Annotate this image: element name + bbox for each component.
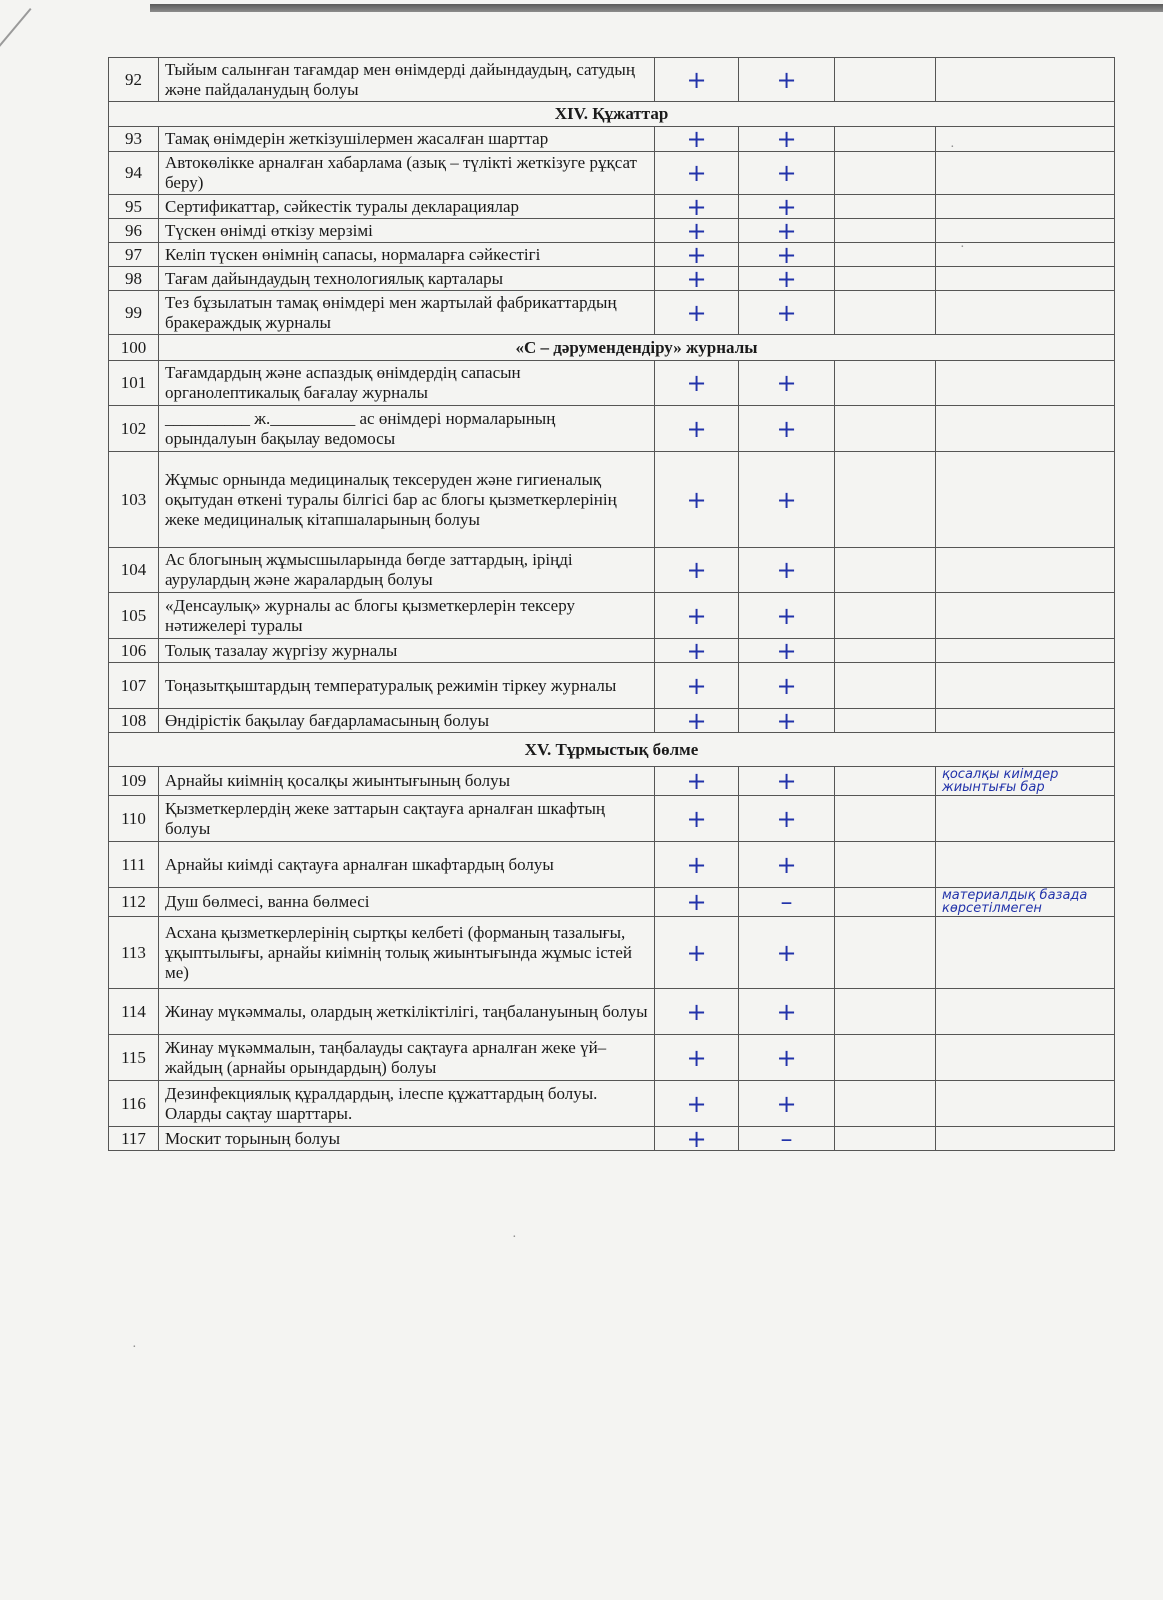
table-row (109, 195, 1115, 219)
section-title: «С – дәрумендендіру» журналы (159, 335, 1115, 361)
row-number: 116 (109, 1081, 159, 1127)
row-number: 108 (109, 709, 159, 733)
mark-column-2: + (739, 989, 835, 1035)
checklist-table (108, 57, 1115, 1151)
row-number: 96 (109, 219, 159, 243)
handwritten-note: материалдық базада көрсетілмеген (936, 888, 1115, 917)
scan-fold-line (0, 8, 32, 136)
mark-column-2: + (739, 195, 835, 219)
section-title: XV. Тұрмыстық бөлме (109, 733, 1115, 767)
empty-cell (835, 796, 936, 842)
mark-column-2: + (739, 639, 835, 663)
table-row (109, 219, 1115, 243)
criterion-text: Дезинфекциялық құралдардың, ілеспе құжаттардың болуы. Оларды сақтау шарттары. (159, 1081, 655, 1127)
criterion-text: Түскен өнімді өткізу мерзімі (159, 219, 655, 243)
mark-column-1: + (655, 639, 739, 663)
mark-column-2: + (739, 267, 835, 291)
scan-speck: · (512, 1230, 517, 1245)
mark-column-1: + (655, 406, 739, 452)
mark-column-2: + (739, 842, 835, 888)
criterion-text: Асхана қызметкерлерінің сыртқы келбеті (форманың тазалығы, ұқыптылығы, арнайы киімнің толық жиынтығында жұмыс істей ме) (159, 917, 655, 989)
mark-column-1: + (655, 219, 739, 243)
empty-cell (835, 127, 936, 152)
criterion-text: Келіп түскен өнімнің сапасы, нормаларға сәйкестігі (159, 243, 655, 267)
table-row (109, 1127, 1115, 1151)
criterion-text: Толық тазалау жүргізу журналы (159, 639, 655, 663)
handwritten-note (936, 58, 1115, 102)
section-row (109, 733, 1115, 767)
criterion-text: Душ бөлмесі, ванна бөлмесі (159, 888, 655, 917)
mark-column-1: + (655, 243, 739, 267)
table-row (109, 127, 1115, 152)
empty-cell (835, 58, 936, 102)
table-row (109, 548, 1115, 593)
empty-cell (835, 593, 936, 639)
row-number: 107 (109, 663, 159, 709)
mark-column-1: + (655, 195, 739, 219)
row-number: 92 (109, 58, 159, 102)
criterion-text: Тыйым салынған тағамдар мен өнімдерді дайындаудың, сатудың және пайдаланудың болуы (159, 58, 655, 102)
criterion-text: Арнайы киімнің қосалқы жиынтығының болуы (159, 767, 655, 796)
empty-cell (835, 989, 936, 1035)
mark-column-1: + (655, 917, 739, 989)
criterion-text: Тез бұзылатын тамақ өнімдері мен жартылай фабрикаттардың бракераждық журналы (159, 291, 655, 335)
mark-column-1: + (655, 663, 739, 709)
handwritten-note (936, 989, 1115, 1035)
criterion-text: Жинау мүкәммалы, олардың жеткіліктілігі, таңбалануының болуы (159, 989, 655, 1035)
handwritten-note (936, 796, 1115, 842)
handwritten-note (936, 452, 1115, 548)
table-row (109, 152, 1115, 195)
table-row (109, 989, 1115, 1035)
row-number: 113 (109, 917, 159, 989)
table-row (109, 796, 1115, 842)
handwritten-note (936, 1127, 1115, 1151)
criterion-text: Автокөлікке арналған хабарлама (азық – түлікті жеткізуге рұқсат беру) (159, 152, 655, 195)
row-number: 94 (109, 152, 159, 195)
handwritten-note (936, 593, 1115, 639)
handwritten-note (936, 917, 1115, 989)
empty-cell (835, 767, 936, 796)
mark-column-2: + (739, 152, 835, 195)
criterion-text: «Денсаулық» журналы ас блогы қызметкерлерін тексеру нәтижелері туралы (159, 593, 655, 639)
handwritten-note (936, 548, 1115, 593)
row-number: 102 (109, 406, 159, 452)
empty-cell (835, 639, 936, 663)
handwritten-note (936, 291, 1115, 335)
criterion-text: Арнайы киімді сақтауға арналған шкафтардың болуы (159, 842, 655, 888)
table-row (109, 406, 1115, 452)
table-row (109, 1035, 1115, 1081)
mark-column-2: + (739, 593, 835, 639)
row-number: 98 (109, 267, 159, 291)
table-row (109, 1081, 1115, 1127)
mark-column-2: + (739, 709, 835, 733)
mark-column-2: + (739, 917, 835, 989)
handwritten-note (936, 219, 1115, 243)
mark-column-2: + (739, 1081, 835, 1127)
mark-column-1: + (655, 842, 739, 888)
criterion-text: Тағам дайындаудың технологиялық карталары (159, 267, 655, 291)
mark-column-2: + (739, 663, 835, 709)
row-number: 110 (109, 796, 159, 842)
section-row (109, 335, 1115, 361)
table-row (109, 709, 1115, 733)
empty-cell (835, 219, 936, 243)
mark-column-1: + (655, 1127, 739, 1151)
empty-cell (835, 1081, 936, 1127)
handwritten-note (936, 361, 1115, 406)
table-row (109, 291, 1115, 335)
empty-cell (835, 195, 936, 219)
empty-cell (835, 452, 936, 548)
empty-cell (835, 917, 936, 989)
criterion-text: Ас блогының жұмысшыларында бөгде заттардың, іріңді аурулардың және жаралардың болуы (159, 548, 655, 593)
criterion-text: Қызметкерлердің жеке заттарын сақтауға арналған шкафтың болуы (159, 796, 655, 842)
empty-cell (835, 1035, 936, 1081)
handwritten-note (936, 152, 1115, 195)
empty-cell (835, 1127, 936, 1151)
criterion-text: Тамақ өнімдерін жеткізушілермен жасалған шарттар (159, 127, 655, 152)
mark-column-2: + (739, 361, 835, 406)
mark-column-1: + (655, 452, 739, 548)
handwritten-note (936, 127, 1115, 152)
table-row (109, 917, 1115, 989)
row-number: 93 (109, 127, 159, 152)
mark-column-2: + (739, 291, 835, 335)
empty-cell (835, 663, 936, 709)
handwritten-note (936, 267, 1115, 291)
row-number: 115 (109, 1035, 159, 1081)
row-number: 103 (109, 452, 159, 548)
empty-cell (835, 548, 936, 593)
criterion-text: Тоңазытқыштардың температуралық режимін тіркеу журналы (159, 663, 655, 709)
table-row (109, 593, 1115, 639)
empty-cell (835, 152, 936, 195)
mark-column-2: + (739, 127, 835, 152)
criterion-text: Өндірістік бақылау бағдарламасының болуы (159, 709, 655, 733)
criterion-text: Москит торының болуы (159, 1127, 655, 1151)
row-number: 109 (109, 767, 159, 796)
mark-column-1: + (655, 593, 739, 639)
mark-column-2: – (739, 1127, 835, 1151)
table-row (109, 639, 1115, 663)
empty-cell (835, 406, 936, 452)
table-row (109, 888, 1115, 917)
mark-column-1: + (655, 796, 739, 842)
section-title: XIV. Құжаттар (109, 102, 1115, 127)
mark-column-1: + (655, 152, 739, 195)
handwritten-note (936, 639, 1115, 663)
row-number: 111 (109, 842, 159, 888)
row-number: 100 (109, 335, 159, 361)
scan-speck: · (960, 240, 965, 255)
scan-speck: · (950, 140, 955, 155)
mark-column-1: + (655, 709, 739, 733)
row-number: 106 (109, 639, 159, 663)
mark-column-1: + (655, 548, 739, 593)
empty-cell (835, 888, 936, 917)
handwritten-note (936, 709, 1115, 733)
handwritten-note (936, 1081, 1115, 1127)
row-number: 99 (109, 291, 159, 335)
mark-column-1: + (655, 361, 739, 406)
table-row (109, 663, 1115, 709)
mark-column-1: + (655, 888, 739, 917)
scan-speck: · (132, 1340, 137, 1355)
checklist-body (109, 58, 1115, 1151)
table-row (109, 842, 1115, 888)
empty-cell (835, 267, 936, 291)
mark-column-2: + (739, 243, 835, 267)
section-row (109, 102, 1115, 127)
row-number: 114 (109, 989, 159, 1035)
mark-column-2: + (739, 452, 835, 548)
mark-column-1: + (655, 267, 739, 291)
mark-column-1: + (655, 1035, 739, 1081)
empty-cell (835, 361, 936, 406)
scan-top-edge (150, 4, 1163, 12)
mark-column-1: + (655, 989, 739, 1035)
mark-column-1: + (655, 127, 739, 152)
row-number: 112 (109, 888, 159, 917)
mark-column-2: + (739, 219, 835, 243)
table-row (109, 767, 1115, 796)
empty-cell (835, 243, 936, 267)
criterion-text: Сертификаттар, сәйкестік туралы декларациялар (159, 195, 655, 219)
handwritten-note: қосалқы киімдер жиынтығы бар (936, 767, 1115, 796)
criterion-text: Жұмыс орнында медициналық тексеруден және гигиеналық оқытудан өткені туралы білгісі бар ас блогы қызметкерлерінің жеке медициналық кітапшаларының болуы (159, 452, 655, 548)
mark-column-2: + (739, 767, 835, 796)
mark-column-2: + (739, 1035, 835, 1081)
table-row (109, 58, 1115, 102)
table-row (109, 267, 1115, 291)
row-number: 101 (109, 361, 159, 406)
empty-cell (835, 291, 936, 335)
criterion-text: Жинау мүкәммалын, таңбалауды сақтауға арналған жеке үй–жайдың (арнайы орындардың) болуы (159, 1035, 655, 1081)
mark-column-2: + (739, 796, 835, 842)
row-number: 104 (109, 548, 159, 593)
row-number: 105 (109, 593, 159, 639)
mark-column-1: + (655, 58, 739, 102)
table-row (109, 452, 1115, 548)
row-number: 117 (109, 1127, 159, 1151)
handwritten-note (936, 663, 1115, 709)
mark-column-2: – (739, 888, 835, 917)
handwritten-note (936, 195, 1115, 219)
mark-column-2: + (739, 406, 835, 452)
empty-cell (835, 842, 936, 888)
handwritten-note (936, 842, 1115, 888)
mark-column-2: + (739, 58, 835, 102)
mark-column-1: + (655, 291, 739, 335)
handwritten-note (936, 1035, 1115, 1081)
mark-column-1: + (655, 1081, 739, 1127)
mark-column-2: + (739, 548, 835, 593)
table-row (109, 361, 1115, 406)
row-number: 97 (109, 243, 159, 267)
mark-column-1: + (655, 767, 739, 796)
criterion-text: Тағамдардың және аспаздық өнімдердің сапасын органолептикалық бағалау журналы (159, 361, 655, 406)
handwritten-note (936, 406, 1115, 452)
row-number: 95 (109, 195, 159, 219)
empty-cell (835, 709, 936, 733)
criterion-text: __________ ж.__________ ас өнімдері нормаларының орындалуын бақылау ведомосы (159, 406, 655, 452)
